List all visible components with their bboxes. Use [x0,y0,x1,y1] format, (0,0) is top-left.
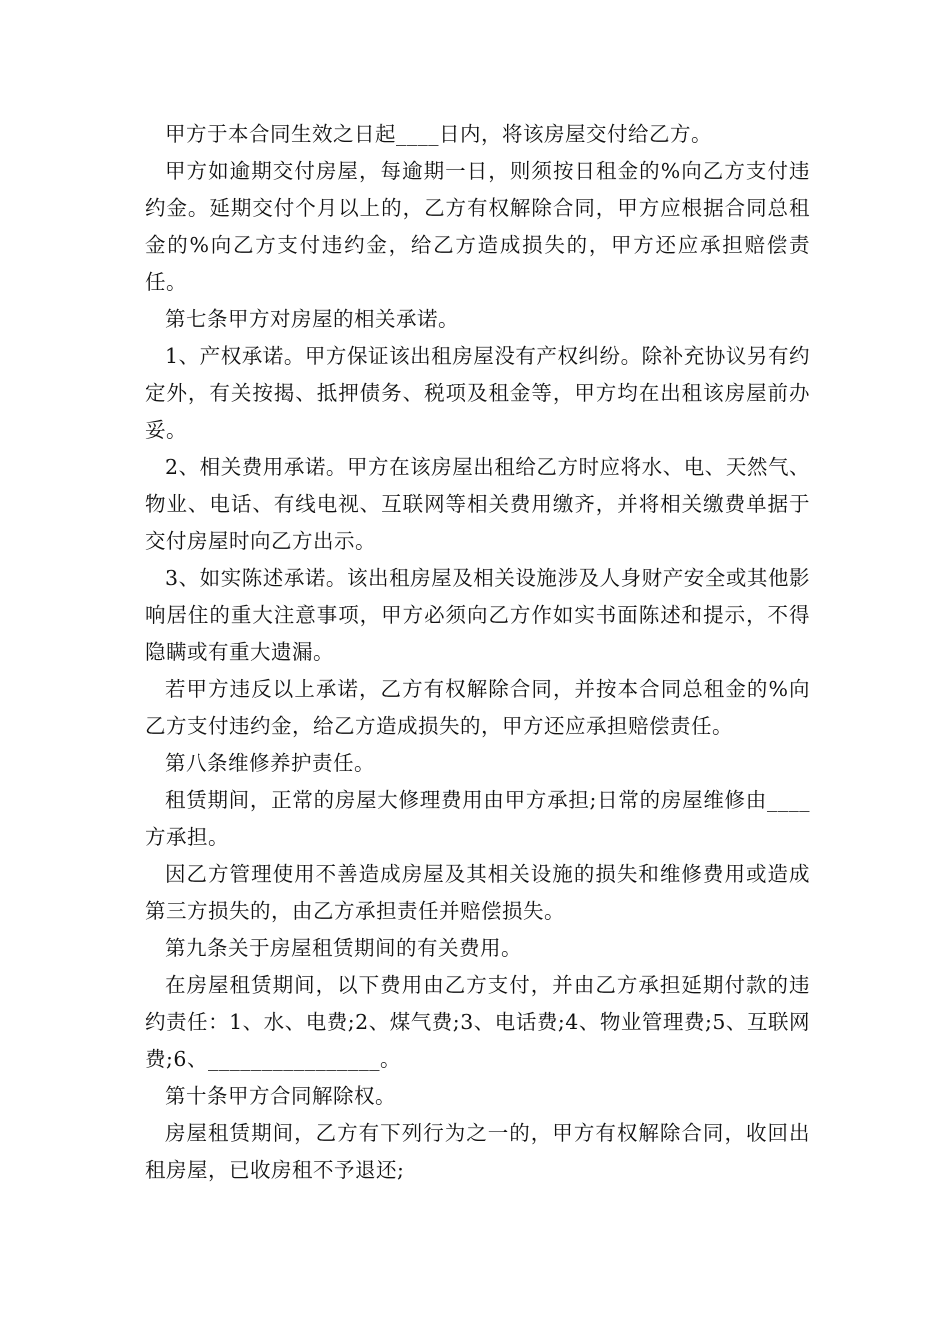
article-9-heading: 第九条关于房屋租赁期间的有关费用。 [165,936,522,960]
article-10-heading: 第十条甲方合同解除权。 [165,1084,396,1108]
article-8-heading: 第八条维修养护责任。 [165,751,375,775]
paragraph-tenant-expenses: 在房屋租赁期间，以下费用由乙方支付，并由乙方承担延期付款的违约责任：1、水、电费;2、煤气费;3、电话费;4、物业管理费;5、互联网费;6、________________。 [145,973,810,1071]
article-7-heading: 第七条甲方对房屋的相关承诺。 [165,307,459,331]
paragraph-disclosure-promise: 3、如实陈述承诺。该出租房屋及相关设施涉及人身财产安全或其他影响居住的重大注意事项，甲方必须向乙方作如实书面陈述和提示，不得隐瞒或有重大遗漏。 [145,566,810,664]
document-page [145,116,810,1189]
paragraph-termination-rights: 房屋租赁期间，乙方有下列行为之一的，甲方有权解除合同，收回出租房屋，已收房租不予退还; [145,1121,810,1182]
paragraph-fees-promise: 2、相关费用承诺。甲方在该房屋出租给乙方时应将水、电、天然气、物业、电话、有线电视、互联网等相关费用缴齐，并将相关缴费单据于交付房屋时向乙方出示。 [145,455,810,553]
paragraph-tenant-damage: 因乙方管理使用不善造成房屋及其相关设施的损失和维修费用或造成第三方损失的，由乙方承担责任并赔偿损失。 [145,862,810,923]
paragraph-late-delivery-penalty: 甲方如逾期交付房屋，每逾期一日，则须按日租金的%向乙方支付违约金。延期交付个月以上的，乙方有权解除合同，甲方应根据合同总租金的%向乙方支付违约金，给乙方造成损失的，甲方还应承担赔偿责任。 [145,159,810,294]
paragraph-breach-of-promise: 若甲方违反以上承诺，乙方有权解除合同，并按本合同总租金的%向乙方支付违约金，给乙方造成损失的，甲方还应承担赔偿责任。 [145,677,810,738]
paragraph-delivery-deadline: 甲方于本合同生效之日起____日内，将该房屋交付给乙方。 [165,122,712,146]
paragraph-repair-costs: 租赁期间，正常的房屋大修理费用由甲方承担;日常的房屋维修由____方承担。 [145,788,810,849]
paragraph-property-rights-promise: 1、产权承诺。甲方保证该出租房屋没有产权纠纷。除补充协议另有约定外，有关按揭、抵押债务、税项及租金等，甲方均在出租该房屋前办妥。 [145,344,810,442]
